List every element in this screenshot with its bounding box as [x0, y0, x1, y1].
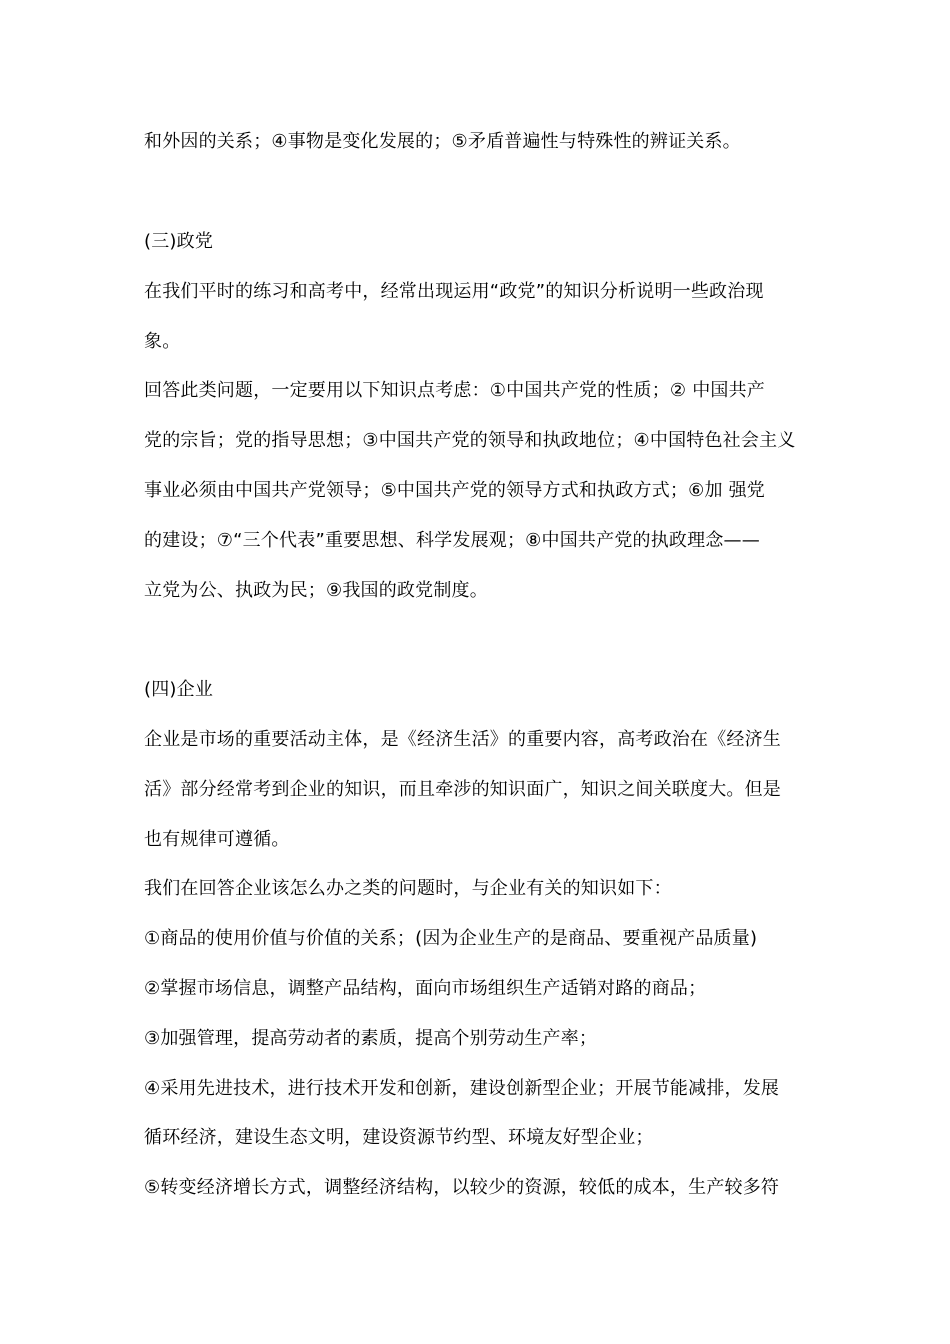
list-item: ③加强管理，提高劳动者的素质，提高个别劳动生产率；	[144, 1028, 598, 1049]
body-text-line: 我们在回答企业该怎么办之类的问题时，与企业有关的知识如下：	[144, 878, 672, 899]
body-text-line: 企业是市场的重要活动主体，是《经济生活》的重要内容，高考政治在《经济生	[144, 729, 781, 750]
body-text-line: 也有规律可遵循。	[144, 829, 290, 850]
section-heading-political-party: (三)政党	[144, 231, 214, 252]
body-text-line: 活》部分经常考到企业的知识，而且牵涉的知识面广，知识之间关联度大。但是	[144, 779, 781, 800]
body-text-line: 事业必须由中国共产党领导；⑤中国共产党的领导方式和执政方式；⑥加 强党	[144, 480, 765, 501]
list-item: ②掌握市场信息，调整产品结构，面向市场组织生产适销对路的商品；	[144, 978, 707, 999]
body-text-line: 回答此类问题，一定要用以下知识点考虑：①中国共产党的性质；② 中国共产	[144, 380, 765, 401]
list-item-continuation: 循环经济，建设生态文明，建设资源节约型、环境友好型企业；	[144, 1127, 654, 1148]
body-text-line: 立党为公、执政为民；⑨我国的政党制度。	[144, 580, 488, 601]
body-text-line: 和外因的关系；④事物是变化发展的；⑤矛盾普遍性与特殊性的辨证关系。	[144, 131, 741, 152]
body-text-line: 党的宗旨；党的指导思想；③中国共产党的领导和执政地位；④中国特色社会主义	[144, 430, 796, 451]
body-text-line: 的建设；⑦“三个代表”重要思想、科学发展观；⑧中国共产党的执政理念——	[144, 530, 760, 551]
list-item: ①商品的使用价值与价值的关系；(因为企业生产的是商品、要重视产品质量)	[144, 928, 758, 949]
body-text-line: 在我们平时的练习和高考中，经常出现运用“政党”的知识分析说明一些政治现	[144, 281, 764, 302]
list-item: ④采用先进技术，进行技术开发和创新，建设创新型企业；开展节能减排，发展	[144, 1078, 780, 1099]
list-item: ⑤转变经济增长方式，调整经济结构，以较少的资源，较低的成本，生产较多符	[144, 1177, 780, 1198]
body-text-line: 象。	[144, 331, 181, 352]
section-heading-enterprise: (四)企业	[144, 679, 214, 700]
